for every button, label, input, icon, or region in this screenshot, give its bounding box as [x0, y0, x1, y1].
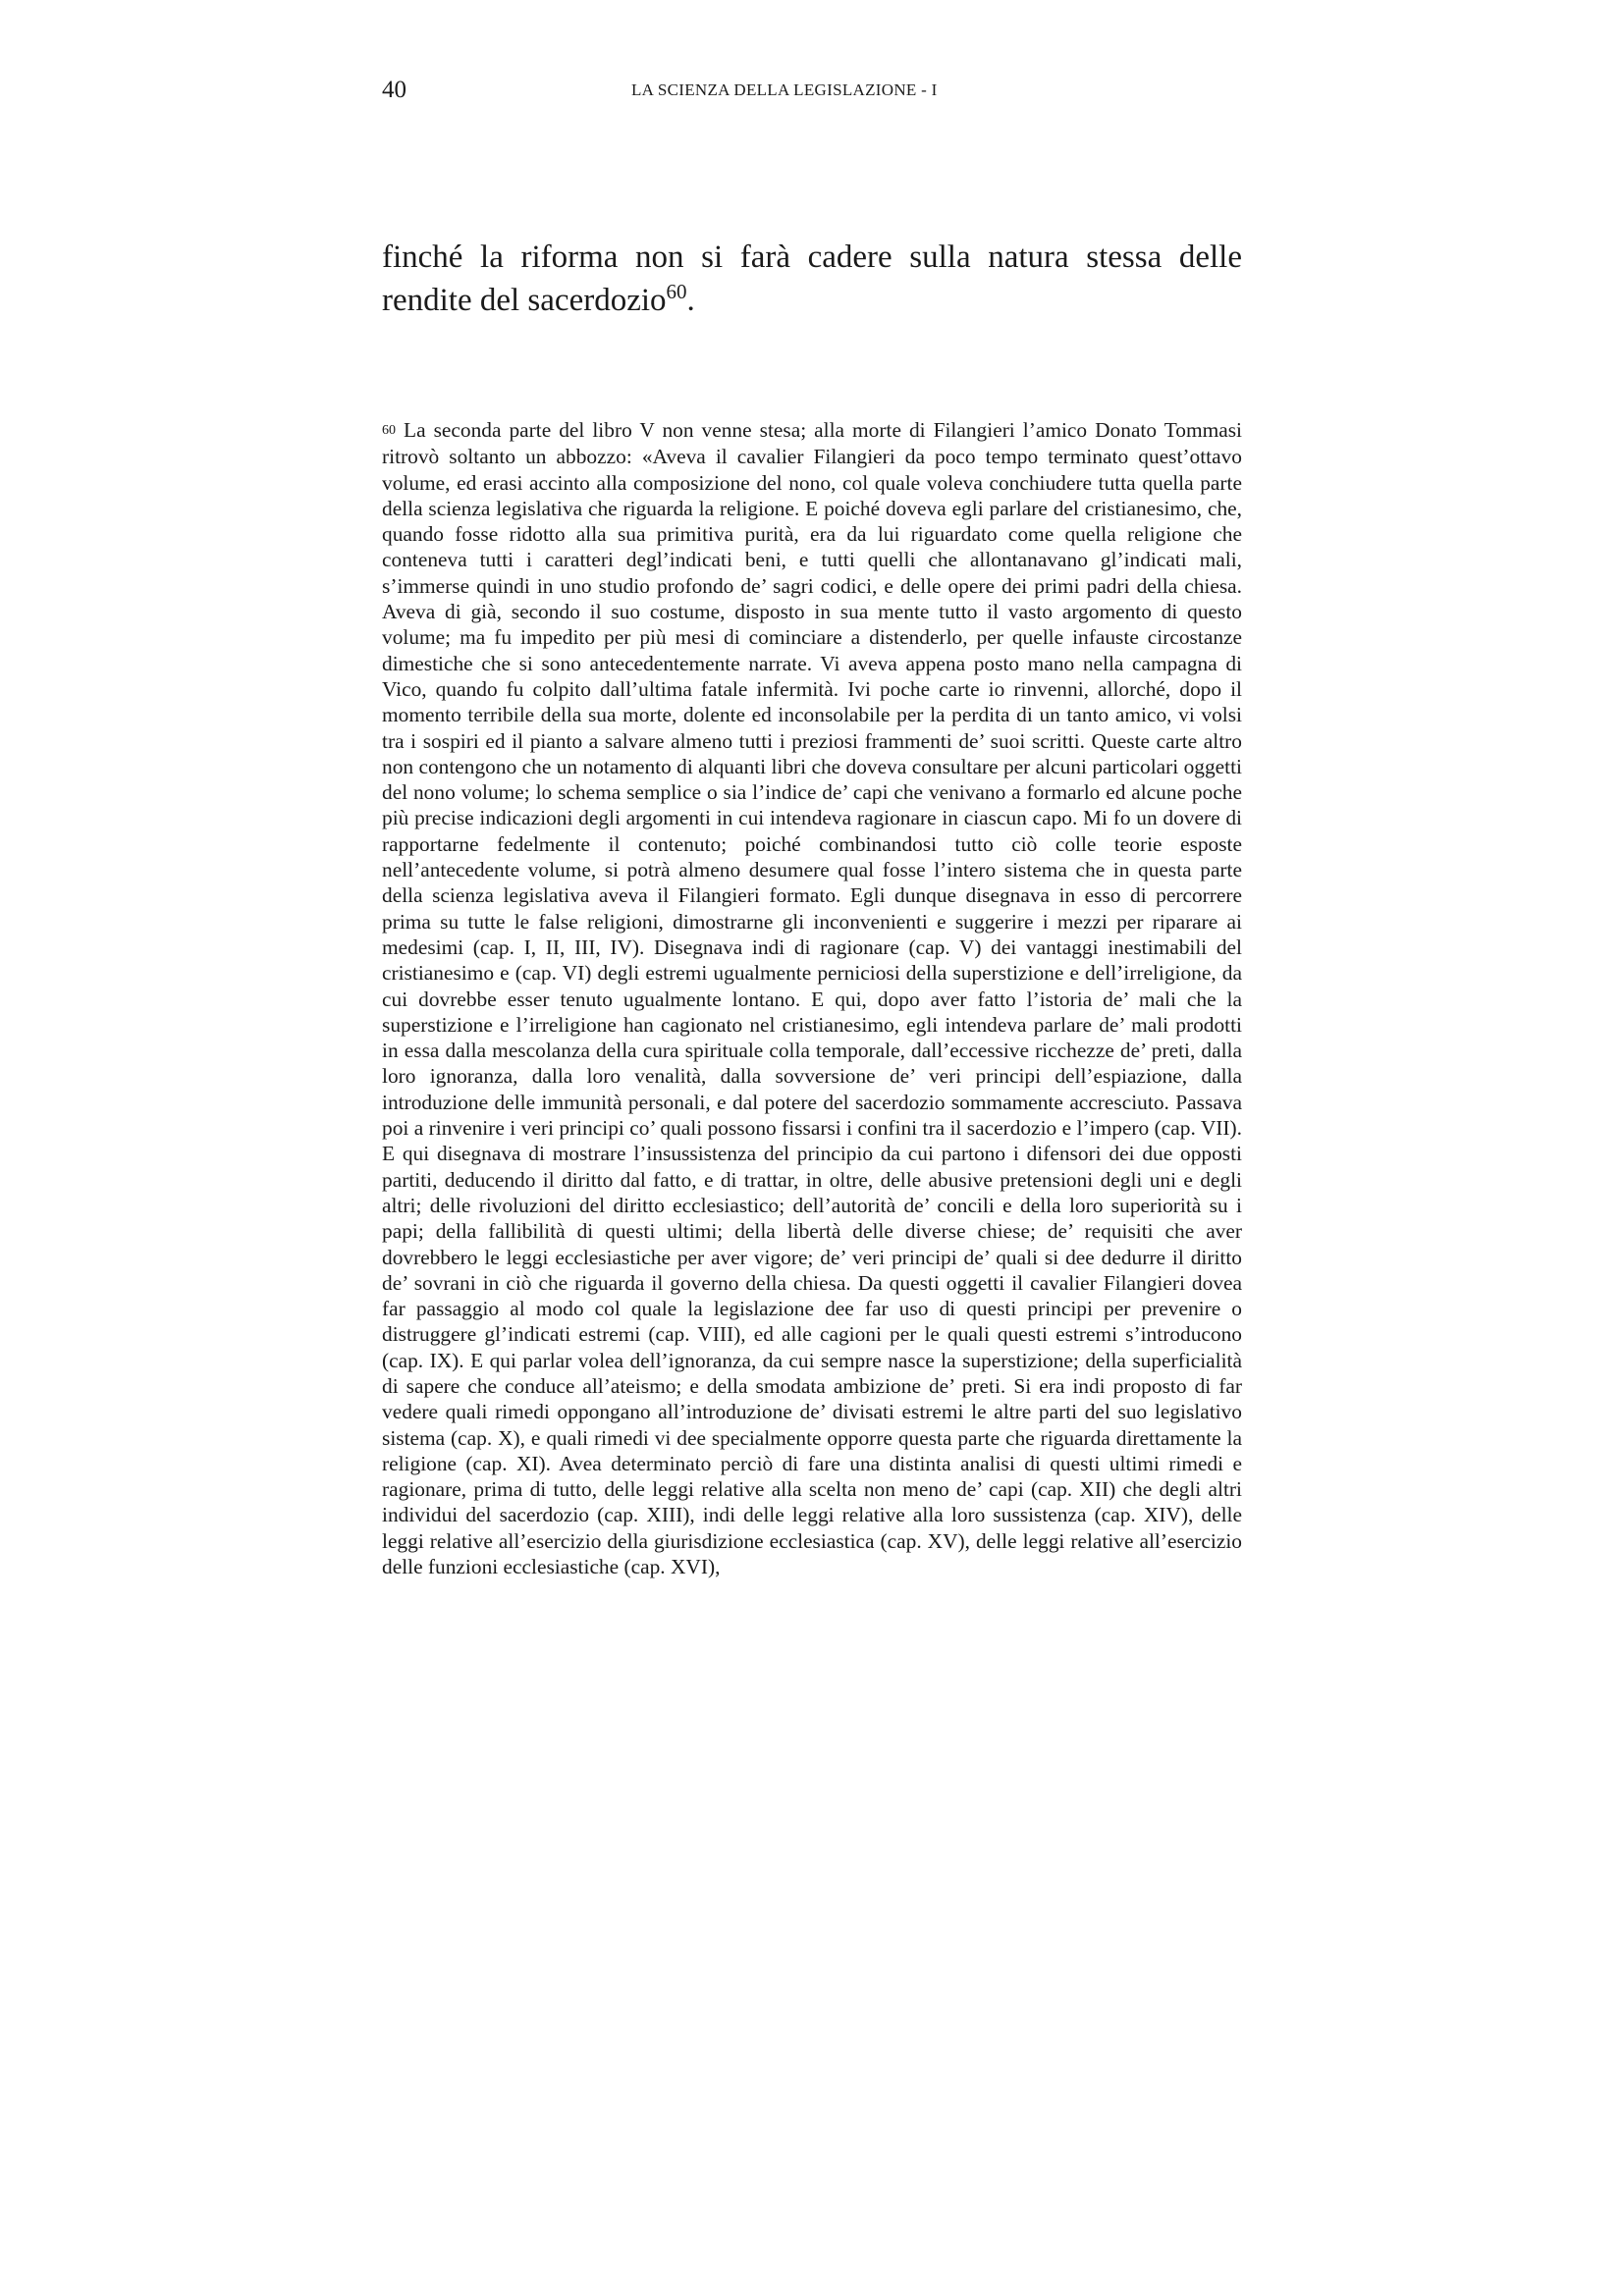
page-number: 40: [382, 77, 406, 103]
body-text: finché la riforma non si farà cadere sulla natura stessa delle rendite del sacerdozio: [382, 240, 1242, 318]
footnote-text: La seconda parte del libro V non venne stesa; alla morte di Filangieri l’amico Donato Tommasi ritrovò soltanto un abbozzo: «Aveva il cavalier Filangieri da poco tempo terminato quest’ottavo volume, ed erasi accinto alla composizione del nono, col quale voleva conchiudere tutta quella parte della scienza legislativa che riguarda la religione. E poiché doveva egli parlare del cristianesimo, che, quando fosse ridotto alla sua primitiva purità, era da lui riguardato come quella religione che conteneva tutti i caratteri degl’indicati beni, e tutti quelli che allontanavano gl’indicati mali, s’immerse quindi in uno studio profondo de’ sagri codici, e delle opere dei primi padri della chiesa. Aveva di già, secondo il suo costume, disposto in sua mente tutto il vasto argomento di questo volume; ma fu impedito per più mesi di cominciare a distenderlo, per quelle infauste circostanze dimestiche che si sono antecedentemente narrate. Vi aveva appena posto mano nella campagna di Vico, quando fu colpito dall’ultima fatale infermità. Ivi poche carte io rinvenni, allorché, dopo il momento terribile della sua morte, dolente ed inconsolabile per la perdita di un tanto amico, vi volsi tra i sospiri ed il pianto a salvare almeno tutti i preziosi frammenti de’ suoi scritti. Queste carte altro non contengono che un notamento di alquanti libri che doveva consultare per alcuni particolari oggetti del nono volume; lo schema semplice o sia l’indice de’ capi che venivano a formarlo ed alcune poche più precise indicazioni degli argomenti in cui intendeva ragionare in ciascun capo. Mi fo un dovere di rapportarne fedelmente il contenuto; poiché combinandosi tutto ciò colle teorie esposte nell’antecedente volume, si potrà almeno desumere qual fosse l’intero sistema che in questa parte della scienza legislativa aveva il Filangieri formato. Egli dunque disegnava in esso di percorrere prima su tutte le false religioni, dimostrarne gli inconvenienti e suggerire i mezzi per riparare ai medesimi (cap. I, II, III, IV). Disegnava indi di ragionare (cap. V) dei vantaggi inestimabili del cristianesimo e (cap. VI) degli estremi ugualmente perniciosi della superstizione e dell’irreligione, da cui dovrebbe esser tenuto ugualmente lontano. E qui, dopo aver fatto l’istoria de’ mali che la superstizione e l’irreligione han cagionato nel cristianesimo, egli intendeva parlare de’ mali prodotti in essa dalla mescolanza della cura spirituale colla temporale, dall’eccessive ricchezze de’ preti, dalla loro ignoranza, dalla loro venalità, dalla sovversione de’ veri principi dell’espiazione, dalla introduzione delle immunità personali, e dal potere del sacerdozio sommamente accresciuto. Passava poi a rinvenire i veri principi co’ quali possono fissarsi i confini tra il sacerdozio e l’impero (cap. VII). E qui disegnava di mostrare l’insussistenza del principio da cui partono i difensori dei due opposti partiti, deducendo il diritto dal fatto, e di trattar, in oltre, delle abusive pretensioni degli uni e degli altri; delle rivoluzioni del diritto ecclesiastico; dell’autorità de’ concili e della loro superiorità su i papi; della fallibilità di questi ultimi; della libertà delle diverse chiese; de’ requisiti che aver dovrebbero le leggi ecclesiastiche per aver vigore; de’ veri principi de’ quali si dee dedurre il diritto de’ sovrani in ciò che riguarda il governo della chiesa. Da questi oggetti il cavalier Filangieri dovea far passaggio al modo col quale la legislazione dee far uso di questi principi per prevenire o distruggere gl’indicati estremi (cap. VIII), ed alle cagioni per le quali questi estremi s’introducono (cap. IX). E qui parlar volea dell’ignoranza, da cui sempre nasce la superstizione; della superficialità di sapere che conduce all’ateismo; e della smodata ambizione de’ preti. Si era indi proposto di far vedere quali rimedi oppongano all’introduzione de’ divisati estremi le altre parti del suo legislativo sistema (cap. X), e quali rimedi vi dee specialmente opporre questa parte che riguarda direttamente la religione (cap. XI). Avea determinato perciò di fare una distinta analisi di questi ultimi rimedi e ragionare, prima di tutto, delle leggi relative alla scelta non meno de’ capi (cap. XII) che degli altri individui del sacerdozio (cap. XIII), indi delle leggi relative alla loro sussistenza (cap. XIV), delle leggi relative all’esercizio della giurisdizione ecclesiastica (cap. XV), delle leggi relative all’esercizio delle funzioni ecclesiastiche (cap. XVI),: [382, 418, 1242, 1579]
footnote: [382, 417, 1242, 1579]
body-end-punctuation: .: [686, 283, 695, 318]
running-head: LA SCIENZA DELLA LEGISLAZIONE - I: [631, 80, 938, 99]
footnote-marker: 60: [382, 423, 396, 438]
body-paragraph: [382, 236, 1242, 322]
footnote-reference[interactable]: 60: [666, 280, 687, 303]
